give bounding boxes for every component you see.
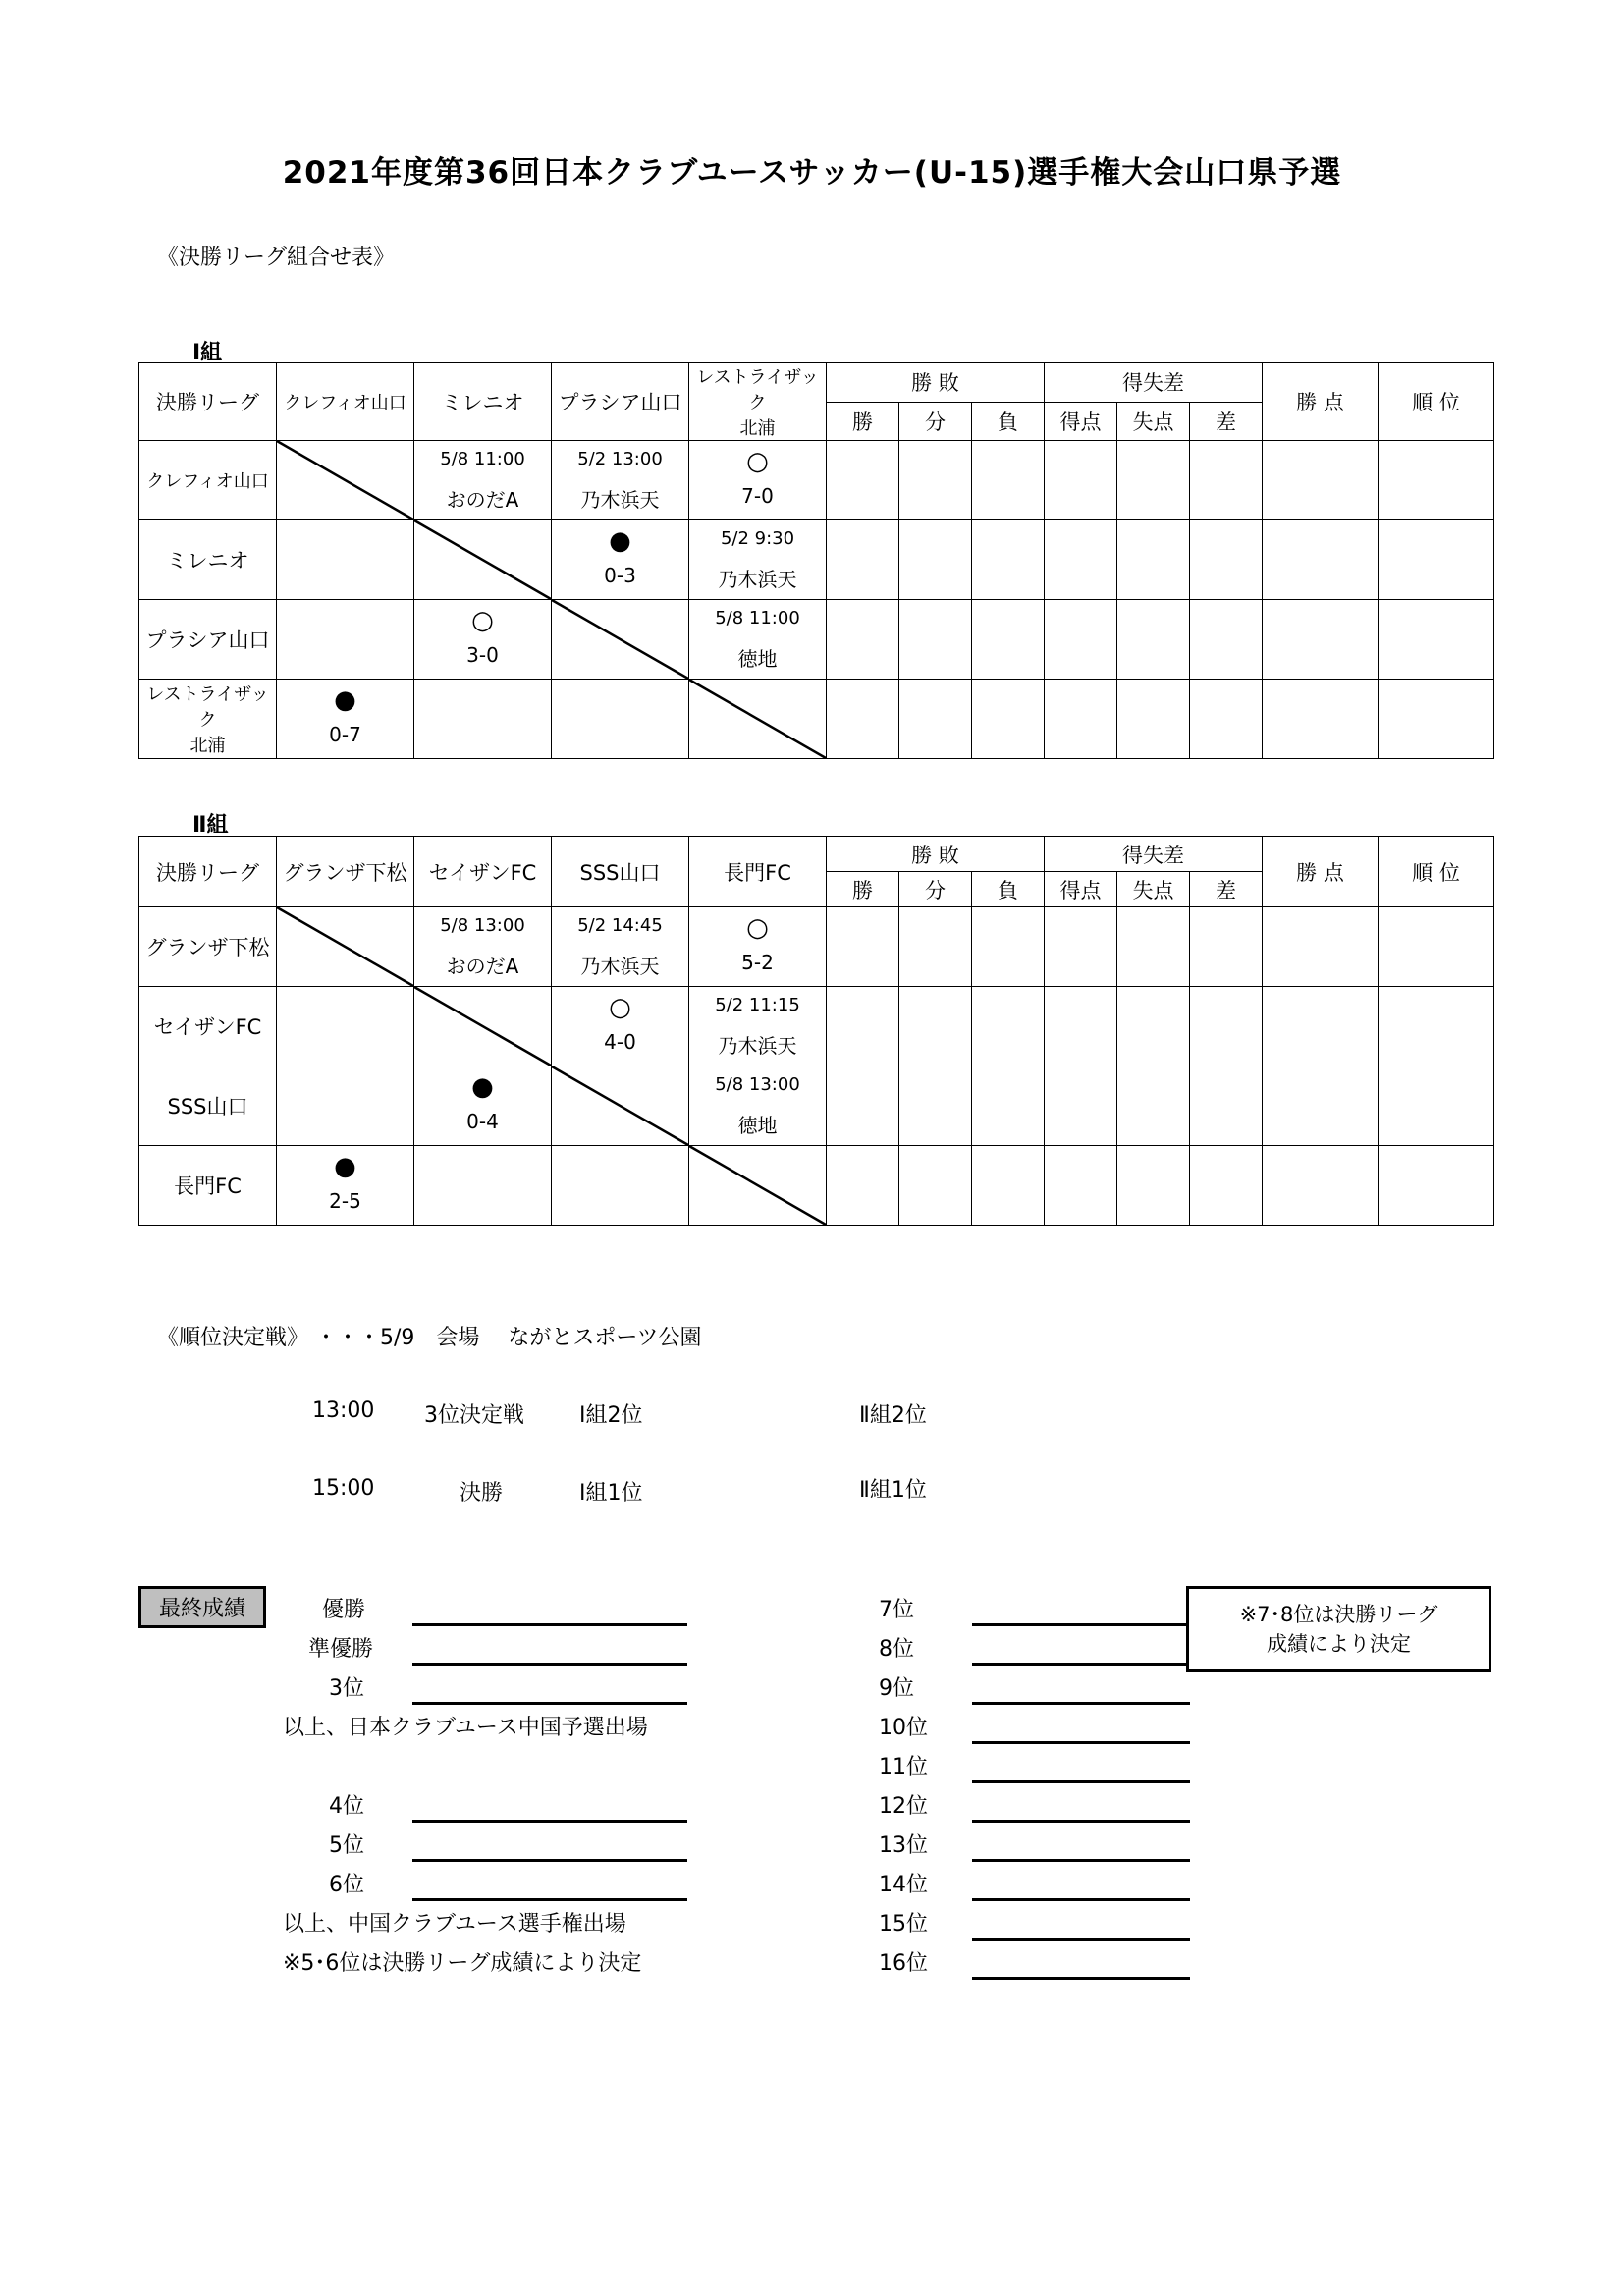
stat-cell (1190, 1066, 1263, 1146)
note-line: 成績により決定 (1267, 1632, 1411, 1656)
stat-cell (1379, 1066, 1494, 1146)
team-column-header: SSS山口 (552, 837, 689, 907)
match-home: Ⅰ組2位 (579, 1403, 643, 1428)
stat-subheader: 勝 (827, 402, 899, 441)
diagonal-line (277, 907, 413, 986)
match-score: 4-0 (604, 1030, 636, 1054)
stat-cell (1379, 680, 1494, 759)
match-away: Ⅱ組2位 (859, 1403, 927, 1428)
stat-cell (1190, 907, 1263, 987)
diagonal-line (689, 1146, 826, 1225)
place-label: 準優勝 (308, 1637, 374, 1662)
team-column-header: プラシア山口 (552, 363, 689, 441)
stat-subheader: 差 (1190, 402, 1263, 441)
stat-cell (899, 600, 972, 680)
match-date: 5/8 13:00 (440, 915, 525, 936)
rank-header: 順 位 (1379, 363, 1494, 441)
stat-cell (899, 680, 972, 759)
match-cell (277, 907, 414, 987)
place-label: 優勝 (322, 1598, 366, 1622)
stat-cell (899, 907, 972, 987)
stat-cell (1117, 1146, 1190, 1226)
place-label: 16位 (879, 1951, 928, 1976)
result-line (972, 1938, 1190, 1941)
league-table (138, 362, 1494, 759)
win-mark: ○ (609, 993, 631, 1022)
stat-cell (972, 907, 1045, 987)
win-mark: ○ (471, 606, 494, 635)
stat-cell (972, 1146, 1045, 1226)
stat-cell (1045, 1146, 1117, 1226)
loss-mark: ● (609, 526, 631, 556)
stat-cell (972, 1066, 1045, 1146)
goal-diff-header: 得失差 (1045, 363, 1263, 403)
stat-subheader: 負 (972, 402, 1045, 441)
result-line (412, 1898, 687, 1901)
place-label: 3位 (329, 1676, 364, 1701)
match-cell (414, 520, 552, 600)
place-label: 9位 (879, 1676, 914, 1701)
match-score: 5-2 (741, 951, 774, 974)
match-cell (552, 987, 689, 1066)
result-line (972, 1859, 1190, 1862)
stat-cell (899, 520, 972, 600)
result-line (972, 1663, 1186, 1666)
rank-header: 順 位 (1379, 837, 1494, 907)
stat-cell (827, 441, 899, 520)
match-cell (689, 1146, 827, 1226)
team-column-header: 長門FC (689, 837, 827, 907)
match-time: 15:00 (312, 1476, 375, 1501)
decision-note: ※5･6位は決勝リーグ成績により決定 (283, 1951, 642, 1976)
match-cell (689, 1066, 827, 1146)
stat-cell (1117, 1066, 1190, 1146)
stat-cell (1190, 600, 1263, 680)
match-score: 0-7 (329, 723, 361, 746)
stat-cell (827, 907, 899, 987)
stat-cell (827, 987, 899, 1066)
match-cell (552, 520, 689, 600)
stat-cell (972, 441, 1045, 520)
stat-cell (827, 600, 899, 680)
team-column-header: クレフィオ山口 (277, 363, 414, 441)
group2-label: Ⅱ組 (192, 813, 229, 838)
match-venue: おのだA (446, 955, 519, 978)
team-row-header: グランザ下松 (139, 907, 277, 987)
stat-subheader: 差 (1190, 872, 1263, 907)
place-label: 5位 (329, 1833, 364, 1858)
match-cell (689, 441, 827, 520)
place-label: 12位 (879, 1794, 928, 1819)
match-venue: おのだA (446, 488, 519, 512)
match-cell (552, 680, 689, 759)
subtitle: 《決勝リーグ組合せ表》 (157, 246, 396, 270)
stat-cell (899, 441, 972, 520)
match-cell (414, 680, 552, 759)
team-row-header: ミレニオ (139, 520, 277, 600)
team-column-header: グランザ下松 (277, 837, 414, 907)
match-date: 5/2 9:30 (720, 528, 795, 549)
stat-cell (1045, 907, 1117, 987)
match-home: Ⅰ組1位 (579, 1481, 643, 1505)
stat-cell (1263, 680, 1379, 759)
match-date: 5/8 11:00 (715, 608, 800, 629)
result-line (972, 1702, 1190, 1705)
goal-diff-header: 得失差 (1045, 837, 1263, 872)
final-results-label: 最終成績 (138, 1586, 266, 1628)
stat-cell (1117, 441, 1190, 520)
stat-cell (1117, 680, 1190, 759)
match-venue: 乃木浜天 (580, 488, 660, 512)
match-cell (414, 441, 552, 520)
loss-mark: ● (334, 685, 356, 715)
team-row-header: クレフィオ山口 (139, 441, 277, 520)
points-header: 勝 点 (1263, 837, 1379, 907)
stat-subheader: 得点 (1045, 872, 1117, 907)
stat-cell (1379, 1146, 1494, 1226)
place-label: 10位 (879, 1716, 928, 1740)
match-venue: 乃木浜天 (580, 955, 660, 978)
match-cell (414, 600, 552, 680)
match-cell (689, 987, 827, 1066)
place-label: 13位 (879, 1833, 928, 1858)
match-score: 0-4 (466, 1110, 499, 1133)
stat-cell (1379, 987, 1494, 1066)
team-column-header: レストライザック 北浦 (689, 363, 827, 441)
stat-cell (899, 1146, 972, 1226)
match-cell (552, 1066, 689, 1146)
stat-cell (1045, 987, 1117, 1066)
stat-subheader: 負 (972, 872, 1045, 907)
match-venue: 乃木浜天 (718, 568, 797, 591)
stat-cell (1045, 680, 1117, 759)
result-line (972, 1741, 1190, 1744)
diagonal-line (414, 987, 551, 1066)
stat-cell (1379, 600, 1494, 680)
match-cell (277, 987, 414, 1066)
stat-cell (1045, 1066, 1117, 1146)
result-line (972, 1898, 1190, 1901)
place-label: 4位 (329, 1794, 364, 1819)
corner-header: 決勝リーグ (139, 837, 277, 907)
team-row-header: レストライザック 北浦 (139, 680, 277, 759)
stat-cell (827, 520, 899, 600)
team-row-header: セイザンFC (139, 987, 277, 1066)
place-label: 6位 (329, 1873, 364, 1897)
place-label: 8位 (879, 1637, 914, 1662)
match-name: 3位決定戦 (424, 1403, 524, 1428)
match-cell (277, 441, 414, 520)
corner-header: 決勝リーグ (139, 363, 277, 441)
decision-note-box (1186, 1586, 1491, 1672)
stat-cell (827, 680, 899, 759)
stat-cell (1379, 441, 1494, 520)
diagonal-line (552, 1066, 688, 1145)
match-cell (689, 520, 827, 600)
stat-cell (972, 520, 1045, 600)
result-line (972, 1623, 1186, 1626)
stat-cell (1263, 1146, 1379, 1226)
match-cell (552, 441, 689, 520)
result-line (412, 1702, 687, 1705)
stat-subheader: 勝 (827, 872, 899, 907)
match-score: 0-3 (604, 564, 636, 587)
stat-cell (1045, 441, 1117, 520)
match-date: 5/2 14:45 (577, 915, 663, 936)
team-column-header: セイザンFC (414, 837, 552, 907)
result-line (972, 1820, 1190, 1823)
team-row-header: プラシア山口 (139, 600, 277, 680)
team-row-header: SSS山口 (139, 1066, 277, 1146)
match-date: 5/8 13:00 (715, 1074, 800, 1095)
stat-cell (972, 600, 1045, 680)
match-cell (414, 1146, 552, 1226)
match-cell (277, 1146, 414, 1226)
stat-cell (899, 1066, 972, 1146)
win-loss-header: 勝 敗 (827, 363, 1045, 403)
match-cell (277, 1066, 414, 1146)
stat-cell (1117, 600, 1190, 680)
match-name: 決勝 (460, 1481, 504, 1505)
diagonal-line (689, 680, 826, 758)
group1-label: Ⅰ組 (192, 341, 223, 365)
stat-cell (1045, 600, 1117, 680)
stat-cell (827, 1066, 899, 1146)
match-date: 5/2 11:15 (715, 995, 800, 1015)
match-cell (689, 907, 827, 987)
stat-cell (1263, 600, 1379, 680)
match-cell (552, 907, 689, 987)
diagonal-line (552, 600, 688, 679)
stat-cell (1045, 520, 1117, 600)
stat-cell (1263, 907, 1379, 987)
win-mark: ○ (746, 447, 769, 476)
stat-cell (1379, 907, 1494, 987)
match-cell (552, 600, 689, 680)
diagonal-line (277, 441, 413, 519)
note-line: ※7･8位は決勝リーグ (1239, 1603, 1438, 1626)
place-label: 7位 (879, 1598, 914, 1622)
stat-cell (899, 987, 972, 1066)
league-table (138, 836, 1494, 1226)
stat-cell (1263, 520, 1379, 600)
loss-mark: ● (471, 1072, 494, 1102)
match-cell (552, 1146, 689, 1226)
match-cell (414, 1066, 552, 1146)
stat-subheader: 分 (899, 402, 972, 441)
match-time: 13:00 (312, 1398, 375, 1423)
match-score: 7-0 (741, 484, 774, 508)
stat-cell (1190, 441, 1263, 520)
match-cell (277, 680, 414, 759)
team-row-header: 長門FC (139, 1146, 277, 1226)
stat-cell (1190, 520, 1263, 600)
result-line (972, 1977, 1190, 1980)
stat-subheader: 失点 (1117, 872, 1190, 907)
page-title: 2021年度第36回日本クラブユースサッカー(U-15)選手権大会山口県予選 (282, 155, 1342, 191)
loss-mark: ● (334, 1152, 356, 1181)
stat-cell (1379, 520, 1494, 600)
stat-cell (1263, 1066, 1379, 1146)
match-cell (689, 680, 827, 759)
qualify-note: 以上、中国クラブユース選手権出場 (283, 1912, 626, 1937)
team-column-header: ミレニオ (414, 363, 552, 441)
stat-cell (1190, 680, 1263, 759)
match-cell (414, 987, 552, 1066)
stat-cell (1117, 907, 1190, 987)
stat-cell (972, 680, 1045, 759)
stat-cell (1263, 987, 1379, 1066)
match-cell (689, 600, 827, 680)
match-date: 5/2 13:00 (577, 449, 663, 469)
match-venue: 乃木浜天 (718, 1034, 797, 1058)
stat-cell (827, 1146, 899, 1226)
match-date: 5/8 11:00 (440, 449, 525, 469)
stat-subheader: 失点 (1117, 402, 1190, 441)
stat-subheader: 分 (899, 872, 972, 907)
win-loss-header: 勝 敗 (827, 837, 1045, 872)
stat-cell (972, 987, 1045, 1066)
match-score: 2-5 (329, 1189, 361, 1213)
match-cell (277, 520, 414, 600)
match-cell (414, 907, 552, 987)
stat-cell (1190, 1146, 1263, 1226)
place-label: 11位 (879, 1755, 928, 1779)
result-line (412, 1623, 687, 1626)
stat-cell (1117, 987, 1190, 1066)
result-line (412, 1663, 687, 1666)
stat-subheader: 得点 (1045, 402, 1117, 441)
diagonal-line (414, 520, 551, 599)
place-label: 14位 (879, 1873, 928, 1897)
stat-cell (1190, 987, 1263, 1066)
match-venue: 徳地 (737, 647, 778, 671)
qualify-note: 以上、日本クラブユース中国予選出場 (283, 1716, 648, 1740)
points-header: 勝 点 (1263, 363, 1379, 441)
win-mark: ○ (746, 913, 769, 943)
match-score: 3-0 (466, 643, 499, 667)
ranking-heading: 《順位決定戦》 ・・・5/9 会場 ながとスポーツ公園 (157, 1326, 702, 1350)
match-cell (277, 600, 414, 680)
stat-cell (1117, 520, 1190, 600)
result-line (972, 1780, 1190, 1783)
place-label: 15位 (879, 1912, 928, 1937)
result-line (412, 1820, 687, 1823)
match-away: Ⅱ組1位 (859, 1478, 927, 1503)
result-line (412, 1859, 687, 1862)
stat-cell (1263, 441, 1379, 520)
match-venue: 徳地 (737, 1114, 778, 1137)
